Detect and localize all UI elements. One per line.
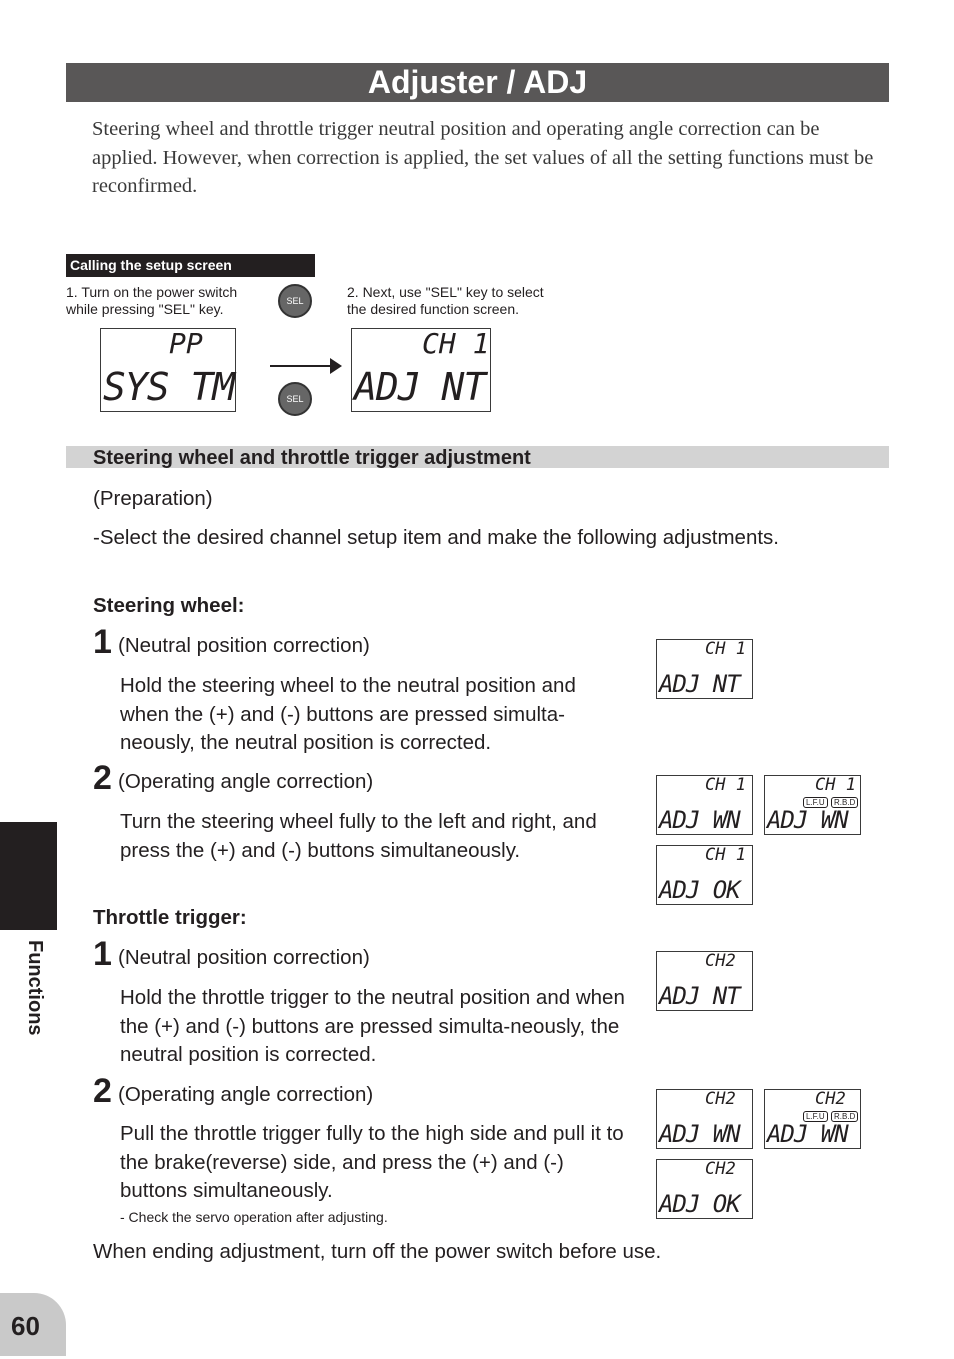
step-number: 2 [93,759,112,797]
tag-rbd: R.B.D [831,1111,858,1122]
sel-key-icon: SEL [278,284,312,318]
setup-bar-label: Calling the setup screen [66,254,315,277]
throttle-heading: Throttle trigger: [93,906,247,929]
section-title: Steering wheel and throttle trigger adjustment [93,447,531,469]
lcd-bottom-text: ADJ OK [659,1190,740,1218]
setup-step-1: 1. Turn on the power switch while pressing "SEL" key. [66,284,238,317]
throttle-step2-text: Pull the throttle trigger fully to the high side and pull it to the brake(reverse) side, and press the (+) and (-) buttons simultaneously. [120,1122,624,1202]
tag-rbd: R.B.D [831,797,858,808]
side-tab-block [0,822,57,930]
lcd-ch2-adj-nt [656,951,753,1011]
intro-paragraph: Steering wheel and throttle trigger neutral position and operating angle correction can be applied. However, when correction is applied, the set values of all the setting functions must be reconfirmed. [92,118,874,197]
lcd-bottom-text: SYS TM [103,365,235,409]
arrow-right-icon [330,358,342,374]
lcd-bottom-text: ADJ WN [659,806,740,834]
lcd-bottom-text: ADJ OK [659,876,740,904]
servo-note: - Check the servo operation after adjusting. [120,1209,388,1225]
step-number: 1 [93,623,112,661]
lcd-top-text: CH 1 [815,775,856,795]
lcd-bottom-text: ADJ WN [767,1120,848,1148]
lcd-top-text: CH 1 [422,327,490,360]
steering-step1-title: (Neutral position correction) [118,634,370,657]
throttle-step2-title: (Operating angle correction) [118,1083,374,1106]
lcd-ch1-adj-ok [656,845,753,905]
sel-key-icon: SEL [278,382,312,416]
tag-lfu: L.F.U [803,797,828,808]
lcd-top-text: CH2 [815,1089,846,1109]
steering-heading: Steering wheel: [93,594,245,617]
preparation-label: (Preparation) [93,487,213,510]
lcd-screen-adj [351,328,491,412]
lcd-bottom-text: ADJ NT [659,670,740,698]
side-tab-text: Functions [24,940,46,1036]
lcd-screen-system [100,328,236,412]
lcd-top-text: CH2 [705,1089,736,1109]
lcd-bottom-text: ADJ WN [767,806,848,834]
lcd-top-text: CH2 [705,1159,736,1179]
lcd-top-text: CH 1 [705,845,746,865]
setup-step-2: 2. Next, use "SEL" key to select the desired function screen. [347,284,544,317]
lcd-ch1-adj-nt [656,639,753,699]
lcd-ch2-adj-wn-tags [764,1089,861,1149]
lcd-bottom-text: ADJ WN [659,1120,740,1148]
tag-lfu: L.F.U [803,1111,828,1122]
lcd-top-text: PP [169,327,203,360]
preparation-text: -Select the desired channel setup item and make the following adjustments. [93,526,779,549]
steering-step1-text: Hold the steering wheel to the neutral position and when the (+) and (-) buttons are pressed simulta-neously, the neutral position is corrected. [120,674,576,754]
lcd-ch1-adj-wn [656,775,753,835]
lcd-top-text: CH 1 [705,639,746,659]
step-number: 1 [93,935,112,973]
throttle-step1-title: (Neutral position correction) [118,946,370,969]
ending-text: When ending adjustment, turn off the power switch before use. [93,1240,662,1263]
steering-step2-text: Turn the steering wheel fully to the left and right, and press the (+) and (-) buttons simultaneously. [120,810,597,862]
page-title: Adjuster / ADJ [66,63,889,102]
lcd-top-text: CH 1 [705,775,746,795]
lcd-bottom-text: ADJ NT [354,365,486,409]
side-tab-label [12,940,48,1050]
lcd-ch2-adj-ok [656,1159,753,1219]
lcd-top-text: CH2 [705,951,736,971]
lcd-bottom-text: ADJ NT [659,982,740,1010]
arrow-line [270,365,336,367]
lcd-ch1-adj-wn-tags [764,775,861,835]
throttle-step1-text: Hold the throttle trigger to the neutral position and when the (+) and (-) buttons are pressed simulta-neously, the neutral position is corrected. [120,986,625,1066]
steering-step2-title: (Operating angle correction) [118,770,374,793]
lcd-ch2-adj-wn [656,1089,753,1149]
step-number: 2 [93,1072,112,1110]
page-number: 60 [0,1293,66,1356]
